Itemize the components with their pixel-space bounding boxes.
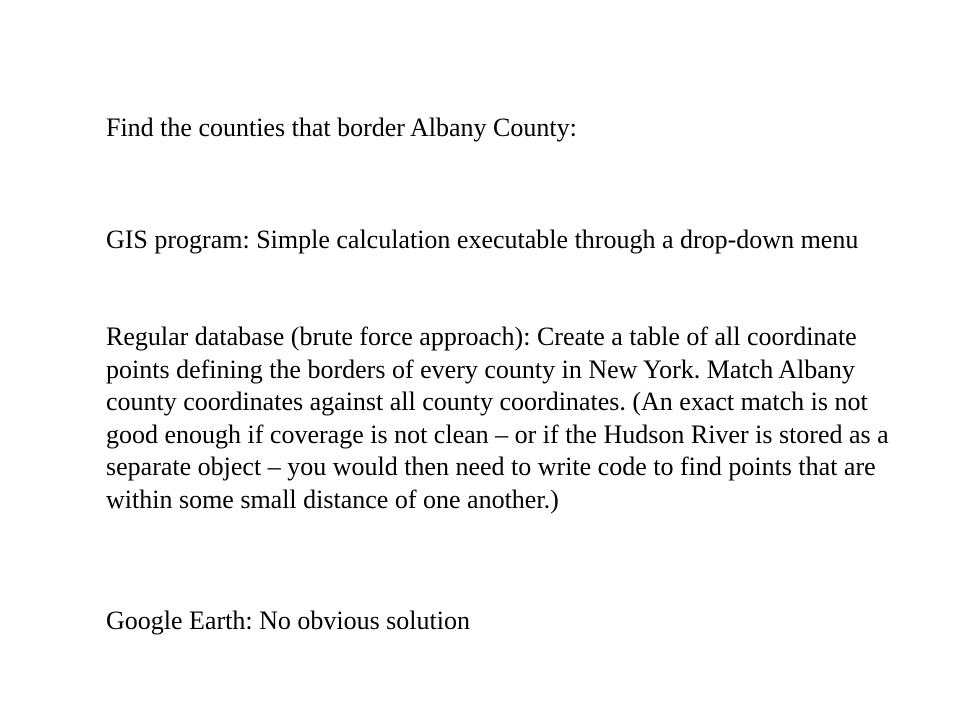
slide-heading: Find the counties that border Albany County: xyxy=(106,113,577,142)
gis-program-paragraph: GIS program: Simple calculation executable through a drop-down menu xyxy=(106,225,859,254)
regular-database-paragraph: Regular database (brute force approach): Create a table of all coordinate points defining the borders of every county in New York. Match Albany county coordinates against all county coordinates. (An exact match is not good enough if coverage is not clean – or if the Hudson River is stored as a separate object – you would then need to write code to find points that are within some small distance of one another.) xyxy=(106,322,889,514)
google-earth-paragraph: Google Earth: No obvious solution xyxy=(106,606,470,635)
